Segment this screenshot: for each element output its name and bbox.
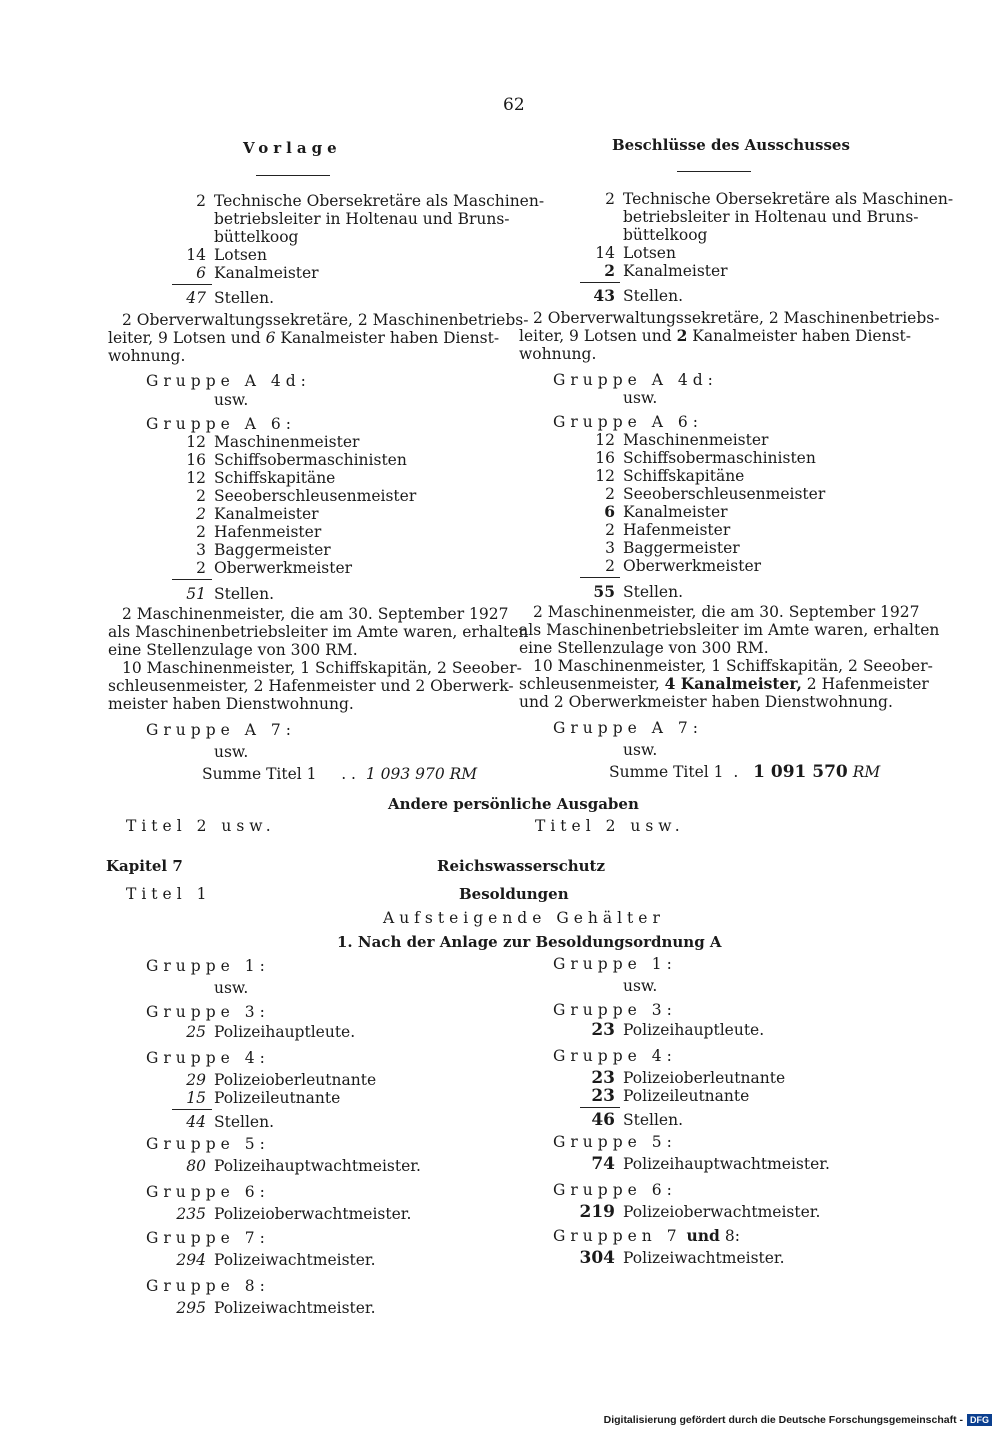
kl-gruppe4: Gruppe 4: (146, 1049, 270, 1067)
kr-g4-stellen: 46 Stellen. (591, 1110, 684, 1130)
page-number: 62 (503, 95, 525, 115)
kl-gruppe1: Gruppe 1: (146, 957, 270, 975)
kl-g6-row: 235 Polizeioberwachtmeister. (176, 1205, 412, 1223)
left-para1-b: leiter, 9 Lotsen und 6 Kanalmeister haben Dienst- (108, 329, 500, 347)
right-para3-a: 10 Maschinenmeister, 1 Schiffskapitän, 2 Seeober- (533, 657, 933, 675)
right-row: 2 Hafenmeister (605, 521, 731, 539)
sum-rule (580, 577, 620, 578)
aufsteigende-heading: Aufsteigende Gehälter (383, 909, 665, 927)
right-gruppe-a7: Gruppe A 7: (553, 719, 703, 737)
left-para1-a: 2 Oberverwaltungssekretäre, 2 Maschinenbetriebs- (122, 311, 529, 329)
sum-rule (580, 282, 620, 283)
right-stellen1: 43 Stellen. (593, 286, 684, 305)
kl-gruppe8: Gruppe 8: (146, 1277, 270, 1295)
right-kanal: 2 Kanalmeister (604, 261, 728, 280)
header-right: Beschlüsse des Ausschusses (612, 136, 850, 154)
kl-g4-row: 15 Polizeileutnante (186, 1089, 341, 1107)
kr-gruppen78: Gruppen 7 und 8: (553, 1226, 740, 1245)
kr-gruppe6: Gruppe 6: (553, 1181, 677, 1199)
kr-gruppe5: Gruppe 5: (553, 1133, 677, 1151)
kr-g4-row: 23 Polizeioberleutnante (591, 1068, 786, 1088)
left-gruppe-a6: Gruppe A 6: (146, 415, 296, 433)
kr-g4-row: 23 Polizeileutnante (591, 1086, 750, 1106)
right-usw2: usw. (623, 741, 658, 759)
kl-g3-row: 25 Polizeihauptleute. (186, 1023, 356, 1041)
left-line1: 2 Technische Obersekretäre als Maschinen- (196, 192, 545, 210)
left-stellen2: 51 Stellen. (186, 585, 275, 603)
left-usw1: usw. (214, 391, 249, 409)
kl-usw: usw. (214, 979, 249, 997)
kr-gruppe3: Gruppe 3: (553, 1001, 677, 1019)
left-titel2: Titel 2 usw. (126, 817, 276, 835)
left-usw2: usw. (214, 743, 249, 761)
left-row: 2 Kanalmeister (196, 505, 319, 523)
kr-g78-row: 304 Polizeiwachtmeister. (579, 1248, 785, 1268)
right-para3-c: und 2 Oberwerkmeister haben Dienstwohnung. (519, 693, 893, 711)
right-row: 12 Schiffskapitäne (595, 467, 745, 485)
right-line2: betriebsleiter in Holtenau und Bruns- (623, 208, 919, 226)
left-row: 12 Maschinenmeister (186, 433, 360, 451)
kl-g7-row: 294 Polizeiwachtmeister. (176, 1251, 376, 1269)
kl-g5-row: 80 Polizeihauptwachtmeister. (186, 1157, 421, 1175)
sum-rule (172, 284, 212, 285)
left-para1-c: wohnung. (108, 347, 186, 365)
left-gruppe-a7: Gruppe A 7: (146, 721, 296, 739)
right-line3: büttelkoog (623, 226, 708, 244)
right-para2-b: als Maschinenbetriebsleiter im Amte waren, erhalten (519, 621, 940, 639)
dfg-logo: DFG (967, 1414, 992, 1426)
left-summe: Summe Titel 1 . . 1 093 970 RM (202, 765, 478, 783)
kr-gruppe1: Gruppe 1: (553, 955, 677, 973)
anlage-heading: 1. Nach der Anlage zur Besoldungsordnung A (337, 933, 722, 951)
sum-rule (580, 1107, 620, 1108)
kl-gruppe7: Gruppe 7: (146, 1229, 270, 1247)
left-row: 3 Baggermeister (196, 541, 331, 559)
kl-g8-row: 295 Polizeiwachtmeister. (176, 1299, 376, 1317)
kapitel-label: Kapitel 7 (106, 857, 183, 875)
kr-usw: usw. (623, 977, 658, 995)
kr-gruppe4: Gruppe 4: (553, 1047, 677, 1065)
right-para2-a: 2 Maschinenmeister, die am 30. September 1927 (533, 603, 920, 621)
left-para3-c: meister haben Dienstwohnung. (108, 695, 354, 713)
footer (604, 1414, 992, 1426)
kr-g3-row: 23 Polizeihauptleute. (591, 1020, 765, 1040)
right-row: 12 Maschinenmeister (595, 431, 769, 449)
kapitel-titel1: Titel 1 (126, 885, 212, 903)
footer-text: Digitalisierung gefördert durch die Deutsche Forschungsgemeinschaft - (603, 1414, 963, 1426)
right-row: 3 Baggermeister (605, 539, 740, 557)
left-row: 2 Oberwerkmeister (196, 559, 353, 577)
left-para2-c: eine Stellenzulage von 300 RM. (108, 641, 358, 659)
kapitel-title: Reichswasserschutz (437, 857, 605, 875)
right-para2-c: eine Stellenzulage von 300 RM. (519, 639, 769, 657)
kl-gruppe3: Gruppe 3: (146, 1003, 270, 1021)
header-left: Vorlage (243, 139, 342, 157)
right-usw1: usw. (623, 389, 658, 407)
right-gruppe-a4d: Gruppe A 4d: (553, 371, 718, 389)
left-kanal: 6 Kanalmeister (196, 264, 319, 282)
kl-g4-row: 29 Polizeioberleutnante (186, 1071, 377, 1089)
right-row: 2 Seeoberschleusenmeister (605, 485, 826, 503)
andere-heading: Andere persönliche Ausgaben (388, 795, 639, 813)
right-line1: 2 Technische Obersekretäre als Maschinen- (605, 190, 954, 208)
right-row: 16 Schiffsobermaschinisten (595, 449, 816, 467)
left-line3: büttelkoog (214, 228, 299, 246)
right-stellen2: 55 Stellen. (593, 582, 684, 601)
right-para1-b: leiter, 9 Lotsen und 2 Kanalmeister haben Dienst- (519, 326, 912, 345)
header-right-rule (677, 171, 751, 172)
right-gruppe-a6: Gruppe A 6: (553, 413, 703, 431)
right-lotsen: 14 Lotsen (595, 244, 676, 262)
right-para1-c: wohnung. (519, 345, 597, 363)
right-para3-b: schleusenmeister, 4 Kanalmeister, 2 Hafenmeister (519, 674, 929, 693)
right-row: 6 Kanalmeister (604, 502, 728, 521)
header-left-rule (256, 175, 330, 176)
left-row: 16 Schiffsobermaschinisten (186, 451, 407, 469)
left-gruppe-a4d: Gruppe A 4d: (146, 372, 311, 390)
right-titel2: Titel 2 usw. (535, 817, 685, 835)
kl-gruppe6: Gruppe 6: (146, 1183, 270, 1201)
left-lotsen: 14 Lotsen (186, 246, 267, 264)
sum-rule (172, 579, 212, 580)
left-line2: betriebsleiter in Holtenau und Bruns- (214, 210, 510, 228)
left-para3-a: 10 Maschinenmeister, 1 Schiffskapitän, 2 Seeober- (122, 659, 522, 677)
kl-g4-stellen: 44 Stellen. (186, 1113, 275, 1131)
left-row: 2 Seeoberschleusenmeister (196, 487, 417, 505)
kr-g5-row: 74 Polizeihauptwachtmeister. (591, 1154, 830, 1174)
kl-gruppe5: Gruppe 5: (146, 1135, 270, 1153)
left-row: 12 Schiffskapitäne (186, 469, 336, 487)
left-para2-a: 2 Maschinenmeister, die am 30. September 1927 (122, 605, 509, 623)
right-para1-a: 2 Oberverwaltungssekretäre, 2 Maschinenbetriebs- (533, 309, 940, 327)
sum-rule (172, 1109, 212, 1110)
left-para3-b: schleusenmeister, 2 Hafenmeister und 2 Oberwerk- (108, 677, 514, 695)
right-row: 2 Oberwerkmeister (605, 557, 762, 575)
besoldungen-heading: Besoldungen (459, 885, 569, 903)
right-summe: Summe Titel 1 . 1 091 570 RM (609, 762, 881, 782)
left-row: 2 Hafenmeister (196, 523, 322, 541)
kr-g6-row: 219 Polizeioberwachtmeister. (579, 1202, 821, 1222)
left-para2-b: als Maschinenbetriebsleiter im Amte waren, erhalten (108, 623, 529, 641)
left-stellen1: 47 Stellen. (186, 289, 275, 307)
